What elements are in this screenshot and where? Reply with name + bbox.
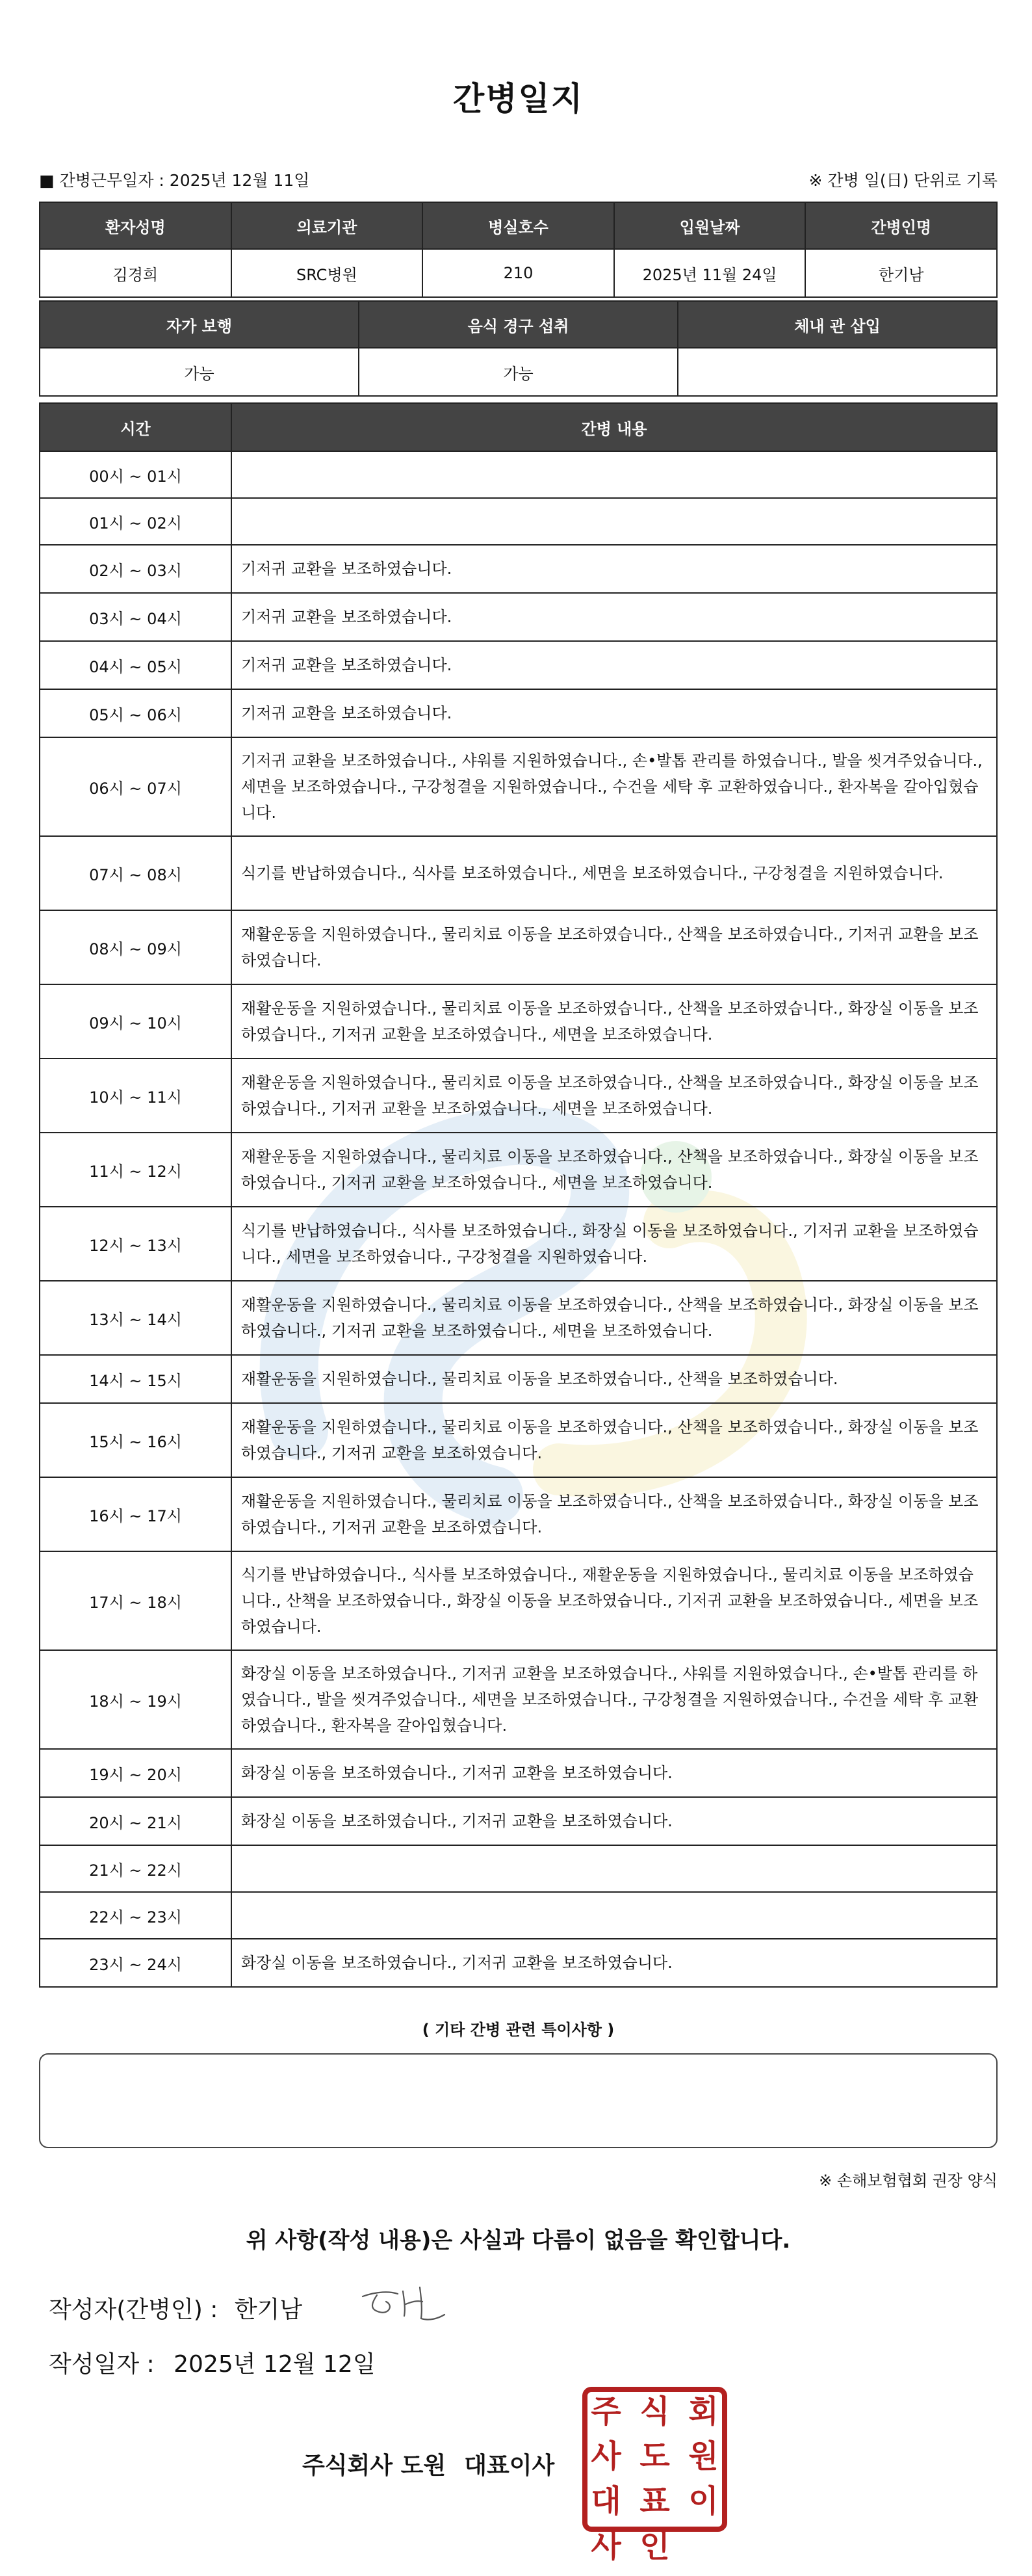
log-time: 10시 ~ 11시	[40, 1058, 231, 1133]
log-content: 재활운동을 지원하였습니다., 물리치료 이동을 보조하였습니다., 산책을 보조하였습니다., 화장실 이동을 보조하였습니다., 기저귀 교환을 보조하였습니다., 세면을 보조하였습니다.	[231, 1058, 997, 1133]
log-row	[40, 1551, 997, 1650]
log-time: 18시 ~ 19시	[40, 1650, 231, 1749]
log-row	[40, 1207, 997, 1281]
log-time: 04시 ~ 05시	[40, 641, 231, 689]
log-content: 재활운동을 지원하였습니다., 물리치료 이동을 보조하였습니다., 산책을 보조하였습니다., 화장실 이동을 보조하였습니다., 기저귀 교환을 보조하였습니다., 세면을 보조하였습니다.	[231, 1133, 997, 1207]
log-row	[40, 1797, 997, 1845]
log-content: 재활운동을 지원하였습니다., 물리치료 이동을 보조하였습니다., 산책을 보조하였습니다., 화장실 이동을 보조하였습니다., 기저귀 교환을 보조하였습니다., 세면을 보조하였습니다.	[231, 984, 997, 1058]
log-time: 03시 ~ 04시	[40, 593, 231, 641]
header-hospital: 의료기관	[231, 202, 423, 249]
patient-info-table	[39, 202, 998, 298]
writer-line	[49, 2291, 302, 2324]
handwritten-signature	[357, 2282, 448, 2328]
log-time: 00시 ~ 01시	[40, 451, 231, 498]
log-content: 화장실 이동을 보조하였습니다., 기저귀 교환을 보조하였습니다., 샤워를 지원하였습니다., 손•발톱 관리를 하였습니다., 발을 씻겨주었습니다., 세면을 보조하였습니다., 구강청결을 지원하였습니다., 수건을 세탁 후 교환하였습니다., 환자복을 갈아입혔습니다.	[231, 1650, 997, 1749]
self-walking-value: 가능	[40, 348, 359, 396]
log-time: 15시 ~ 16시	[40, 1403, 231, 1477]
log-row	[40, 451, 997, 498]
writer-name: 한기남	[234, 2296, 303, 2323]
written-date-line	[49, 2346, 376, 2379]
seal-char: 인	[639, 2528, 670, 2564]
log-row	[40, 1058, 997, 1133]
log-time: 20시 ~ 21시	[40, 1797, 231, 1845]
log-time: 09시 ~ 10시	[40, 984, 231, 1058]
written-date-label: 작성일자 :	[49, 2351, 155, 2378]
seal-char: 대	[591, 2483, 621, 2519]
log-content: 화장실 이동을 보조하였습니다., 기저귀 교환을 보조하였습니다.	[231, 1749, 997, 1797]
log-time: 14시 ~ 15시	[40, 1355, 231, 1403]
log-time: 13시 ~ 14시	[40, 1281, 231, 1355]
log-time: 11시 ~ 12시	[40, 1133, 231, 1207]
log-content: 기저귀 교환을 보조하였습니다.	[231, 689, 997, 737]
patient-ability-table	[39, 300, 998, 397]
seal-char: 원	[688, 2438, 719, 2475]
written-date-value: 2025년 12월 12일	[174, 2351, 376, 2378]
seal-char: 사	[591, 2528, 621, 2564]
log-row	[40, 1403, 997, 1477]
log-content: 재활운동을 지원하였습니다., 물리치료 이동을 보조하였습니다., 산책을 보조하였습니다., 기저귀 교환을 보조하였습니다.	[231, 910, 997, 984]
caregiver-name: 한기남	[805, 249, 997, 297]
header-self-walking: 자가 보행	[40, 301, 359, 348]
confirmation-statement: 위 사항(작성 내용)은 사실과 다름이 없음을 확인합니다.	[246, 2228, 791, 2254]
log-time: 23시 ~ 24시	[40, 1939, 231, 1987]
log-time: 02시 ~ 03시	[40, 545, 231, 593]
log-row	[40, 1749, 997, 1797]
seal-char: 표	[639, 2483, 670, 2519]
log-content	[231, 451, 997, 498]
log-content: 재활운동을 지원하였습니다., 물리치료 이동을 보조하였습니다., 산책을 보조하였습니다., 화장실 이동을 보조하였습니다., 기저귀 교환을 보조하였습니다., 세면을 보조하였습니다.	[231, 1281, 997, 1355]
hospital: SRC병원	[231, 249, 423, 297]
log-content: 기저귀 교환을 보조하였습니다.	[231, 641, 997, 689]
company-name: 주식회사 도원	[302, 2452, 446, 2479]
header-patient-name: 환자성명	[40, 202, 231, 249]
log-content: 재활운동을 지원하였습니다., 물리치료 이동을 보조하였습니다., 산책을 보조하였습니다.	[231, 1355, 997, 1403]
company-seal-stamp	[582, 2386, 728, 2564]
log-time: 21시 ~ 22시	[40, 1845, 231, 1892]
log-time: 08시 ~ 09시	[40, 910, 231, 984]
log-content: 식기를 반납하였습니다., 식사를 보조하였습니다., 세면을 보조하였습니다., 구강청결을 지원하였습니다.	[231, 836, 997, 910]
writer-label: 작성자(간병인) :	[49, 2296, 218, 2323]
log-content: 재활운동을 지원하였습니다., 물리치료 이동을 보조하였습니다., 산책을 보조하였습니다., 화장실 이동을 보조하였습니다., 기저귀 교환을 보조하였습니다.	[231, 1403, 997, 1477]
log-row	[40, 1477, 997, 1551]
log-time: 06시 ~ 07시	[40, 737, 231, 836]
log-row	[40, 1281, 997, 1355]
notes-title: ( 기타 간병 관련 특이사항 )	[422, 2021, 615, 2039]
log-time: 17시 ~ 18시	[40, 1551, 231, 1650]
log-time: 12시 ~ 13시	[40, 1207, 231, 1281]
seal-char: 이	[688, 2483, 719, 2519]
oral-intake-value: 가능	[359, 348, 678, 396]
seal-char: 회	[688, 2393, 719, 2430]
page-title: 간병일지	[452, 80, 584, 118]
log-content	[231, 1892, 997, 1939]
seal-char: 식	[639, 2393, 670, 2430]
log-row	[40, 1133, 997, 1207]
header-time: 시간	[40, 403, 231, 451]
log-time: 22시 ~ 23시	[40, 1892, 231, 1939]
log-row	[40, 910, 997, 984]
log-time: 19시 ~ 20시	[40, 1749, 231, 1797]
log-content: 재활운동을 지원하였습니다., 물리치료 이동을 보조하였습니다., 산책을 보조하였습니다., 화장실 이동을 보조하였습니다., 기저귀 교환을 보조하였습니다.	[231, 1477, 997, 1551]
room-number: 210	[422, 249, 614, 297]
log-row	[40, 1892, 997, 1939]
log-row	[40, 641, 997, 689]
log-row	[40, 836, 997, 910]
internal-tube-value	[678, 348, 997, 396]
work-date: ■ 간병근무일자 : 2025년 12월 11일	[39, 171, 310, 190]
admission-date: 2025년 11월 24일	[614, 249, 806, 297]
header-internal-tube: 체내 관 삽입	[678, 301, 997, 348]
log-content: 기저귀 교환을 보조하였습니다., 샤워를 지원하였습니다., 손•발톱 관리를 하였습니다., 발을 씻겨주었습니다., 세면을 보조하였습니다., 구강청결을 지원하였습니다., 수건을 세탁 후 교환하였습니다., 환자복을 갈아입혔습니다.	[231, 737, 997, 836]
log-time: 16시 ~ 17시	[40, 1477, 231, 1551]
log-time: 05시 ~ 06시	[40, 689, 231, 737]
log-content: 기저귀 교환을 보조하였습니다.	[231, 593, 997, 641]
log-row	[40, 498, 997, 545]
log-row	[40, 689, 997, 737]
company-role: 대표이사	[464, 2452, 555, 2479]
header-oral-intake: 음식 경구 섭취	[359, 301, 678, 348]
seal-char: 도	[639, 2438, 670, 2475]
unit-note: ※ 간병 일(日) 단위로 기록	[808, 171, 998, 190]
company-line	[302, 2447, 573, 2480]
log-content	[231, 498, 997, 545]
log-content	[231, 1845, 997, 1892]
header-room-number: 병실호수	[422, 202, 614, 249]
header-care-content: 간병 내용	[231, 403, 997, 451]
log-content: 식기를 반납하였습니다., 식사를 보조하였습니다., 화장실 이동을 보조하였습니다., 기저귀 교환을 보조하였습니다., 세면을 보조하였습니다., 구강청결을 지원하였습니다.	[231, 1207, 997, 1281]
log-row	[40, 984, 997, 1058]
log-row	[40, 737, 997, 836]
log-row	[40, 1355, 997, 1403]
patient-name: 김경희	[40, 249, 231, 297]
log-row	[40, 1650, 997, 1749]
seal-characters	[582, 2386, 728, 2564]
log-time: 07시 ~ 08시	[40, 836, 231, 910]
log-row	[40, 1939, 997, 1987]
seal-char: 사	[591, 2438, 621, 2475]
footnote: ※ 손해보험협회 권장 양식	[819, 2172, 998, 2190]
log-time: 01시 ~ 02시	[40, 498, 231, 545]
log-content: 화장실 이동을 보조하였습니다., 기저귀 교환을 보조하였습니다.	[231, 1797, 997, 1845]
log-row	[40, 593, 997, 641]
log-content: 기저귀 교환을 보조하였습니다.	[231, 545, 997, 593]
log-row	[40, 545, 997, 593]
header-caregiver-name: 간병인명	[805, 202, 997, 249]
care-log-table	[39, 402, 998, 1988]
notes-box	[39, 2053, 998, 2148]
header-admission-date: 입원날짜	[614, 202, 806, 249]
log-content: 식기를 반납하였습니다., 식사를 보조하였습니다., 재활운동을 지원하였습니다., 물리치료 이동을 보조하였습니다., 산책을 보조하였습니다., 화장실 이동을 보조하였습니다., 기저귀 교환을 보조하였습니다., 세면을 보조하였습니다.	[231, 1551, 997, 1650]
log-content: 화장실 이동을 보조하였습니다., 기저귀 교환을 보조하였습니다.	[231, 1939, 997, 1987]
log-row	[40, 1845, 997, 1892]
seal-char: 주	[591, 2393, 621, 2430]
